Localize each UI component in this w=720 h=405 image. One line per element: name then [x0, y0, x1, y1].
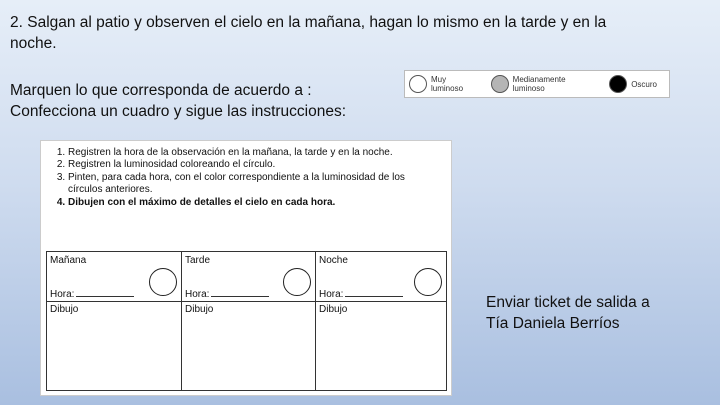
hora-blank-line: [76, 296, 134, 297]
legend-label: Medianamente luminoso: [512, 75, 566, 93]
dibujo-label: Dibujo: [50, 304, 79, 315]
hora-field: [319, 289, 403, 300]
ticket-line-2: Tía Daniela Berríos: [486, 315, 620, 332]
drawing-cell-morning: [47, 302, 182, 390]
black-circle-icon: [609, 75, 627, 93]
legend-item-dark: [609, 75, 657, 93]
time-label: Mañana: [50, 255, 87, 266]
header-cell-morning: [47, 252, 182, 302]
worksheet-image: [40, 140, 452, 396]
instruction-list: [55, 147, 418, 209]
time-label: Tarde: [185, 255, 211, 266]
white-circle-icon: [409, 75, 427, 93]
ticket-line-1: Enviar ticket de salida a: [486, 294, 650, 311]
time-label: Noche: [319, 255, 348, 266]
hora-blank-line: [211, 296, 269, 297]
intro-text: 2. Salgan al patio y observen el cielo en la mañana, hagan lo mismo en la tarde y en la noche.: [10, 14, 607, 52]
hora-field: [185, 289, 269, 300]
instruction-item: 4. Dibujen con el máximo de detalles el cielo en cada hora.: [68, 197, 418, 209]
instruction-item: 3. Pinten, para cada hora, con el color correspondiente a la luminosidad de los círculos anteriores.: [68, 172, 418, 197]
hora-label: Hora:: [50, 289, 75, 300]
header-cell-night: [316, 252, 446, 302]
legend-item-medium: [491, 75, 598, 93]
header-cell-afternoon: [182, 252, 316, 302]
instructions-heading: [10, 80, 410, 122]
hora-label: Hora:: [319, 289, 344, 300]
hora-blank-line: [345, 296, 403, 297]
drawing-cell-afternoon: [182, 302, 316, 390]
observation-table: [46, 251, 447, 391]
legend-item-very-bright: [409, 75, 479, 93]
instruction-item: 2. Registren la luminosidad coloreando el círculo.: [68, 159, 418, 171]
exit-ticket-note: [486, 292, 706, 334]
drawing-cell-night: [316, 302, 446, 390]
instruction-item: 1. Registren la hora de la observación en la mañana, la tarde y en la noche.: [68, 147, 418, 159]
legend-label: Oscuro: [631, 79, 657, 89]
hora-label: Hora:: [185, 289, 210, 300]
mark-line-2: Confecciona un cuadro y sigue las instrucciones:: [10, 103, 347, 120]
luminosity-circle: [283, 268, 311, 296]
dibujo-label: Dibujo: [319, 304, 348, 315]
hora-field: [50, 289, 134, 300]
gray-circle-icon: [491, 75, 509, 93]
luminosity-circle: [414, 268, 442, 296]
dibujo-label: Dibujo: [185, 304, 214, 315]
luminosity-legend: [404, 70, 670, 98]
mark-line-1: Marquen lo que corresponda de acuerdo a :: [10, 82, 312, 99]
legend-label: Muy luminoso: [431, 75, 464, 93]
luminosity-circle: [149, 268, 177, 296]
